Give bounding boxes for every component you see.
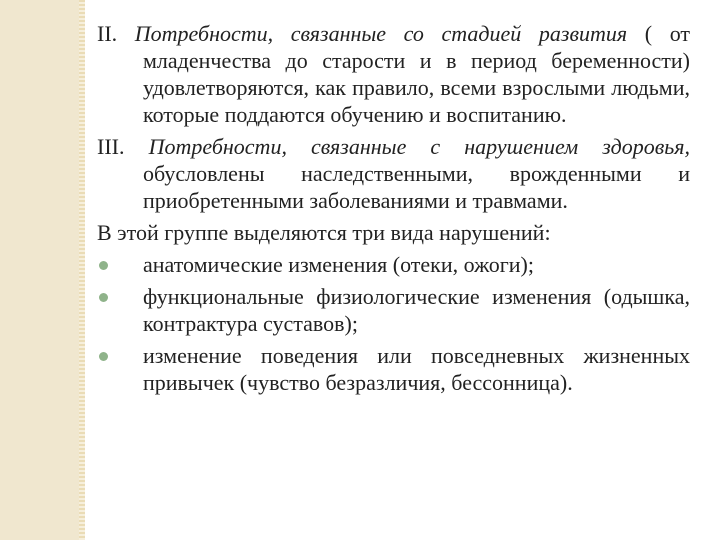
bullet-text: функциональные физиологические изменения (одышка, контрактура суставов); (143, 284, 690, 336)
bullet-item-behavior (97, 342, 690, 396)
decorative-side-band (0, 0, 80, 540)
bullet-item-functional (97, 283, 690, 337)
bullet-icon (99, 261, 108, 270)
section-3-body: обусловлены наследственными, врожденными и приобретенными заболеваниями и травмами. (143, 161, 690, 213)
section-2-paragraph (97, 20, 690, 128)
decorative-side-strip (79, 0, 85, 540)
group-intro: В этой группе выделяются три вида нарушений: (97, 220, 551, 245)
section-2-body: ( от младенчества до старости и в период беременности) удовлетворяются, как правило, всеми взрослыми людьми, которые поддаются обучению и воспитанию. (143, 21, 691, 127)
bullet-item-anatomical (97, 251, 690, 278)
section-3-heading: Потребности, связанные с нарушением здоровья, (148, 134, 690, 159)
bullet-text: анатомические изменения (отеки, ожоги); (143, 252, 534, 277)
section-3-paragraph (97, 133, 690, 214)
bullet-icon (99, 352, 108, 361)
section-3-numeral: III. (97, 134, 125, 159)
bullet-icon (99, 293, 108, 302)
bullet-text: изменение поведения или повседневных жизненных привычек (чувство безразличия, бессонница). (143, 343, 690, 395)
slide-content (97, 20, 690, 401)
section-2-heading: Потребности, связанные со стадией развития (134, 21, 628, 46)
section-2-numeral: II. (97, 21, 118, 46)
